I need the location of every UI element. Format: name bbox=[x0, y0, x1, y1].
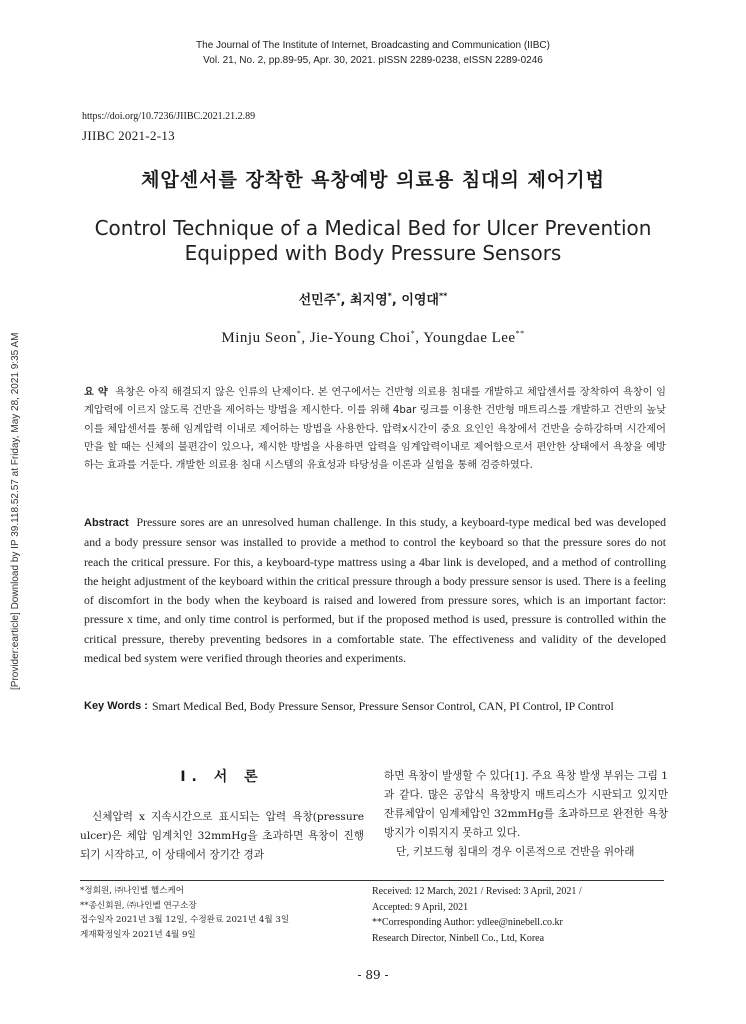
footnotes-right bbox=[372, 884, 672, 946]
author-mark: ** bbox=[515, 329, 525, 338]
author-mark: * bbox=[410, 329, 416, 338]
journal-header-line2: Vol. 21, No. 2, pp.89-95, Apr. 30, 2021. pISSN 2289-0238, eISSN 2289-0246 bbox=[203, 55, 543, 66]
footnotes-left bbox=[80, 884, 364, 942]
abstract-korean-label: 요 약 bbox=[84, 387, 108, 398]
title-english-line2: Equipped with Body Pressure Sensors bbox=[184, 241, 562, 265]
author-separator: , bbox=[301, 330, 310, 346]
footnote-line: *정회원, ㈜나인벨 헬스케어 bbox=[80, 886, 185, 896]
author-english-1: Minju Seon bbox=[221, 330, 297, 346]
title-english-line1: Control Technique of a Medical Bed for Ulcer Prevention bbox=[94, 216, 652, 240]
footnote-line: **종신회원, ㈜나인벨 연구소장 bbox=[80, 900, 197, 911]
body-column-left bbox=[80, 808, 364, 865]
footnote-line: 게재확정일자 2021년 4월 9일 bbox=[80, 929, 196, 940]
section-heading-introduction: Ⅰ. 서 론 bbox=[180, 769, 264, 785]
abstract-english-label: Abstract bbox=[84, 517, 129, 529]
page-number: - 89 - bbox=[357, 968, 389, 982]
authors-korean bbox=[0, 289, 746, 308]
author-korean-3: 이영대 bbox=[401, 293, 439, 308]
download-stamp: [Provider:earticle] Download by IP 39.118.52.57 at Friday, May 28, 2021 9:35 AM bbox=[10, 332, 21, 690]
footnote-line: Accepted: 9 April, 2021 bbox=[372, 901, 469, 913]
paper-code: JIIBC 2021-2-13 bbox=[82, 128, 175, 143]
title-korean: 체압센서를 장착한 욕창예방 의료용 침대의 제어기법 bbox=[141, 169, 605, 191]
keywords bbox=[84, 697, 666, 716]
author-mark: * bbox=[296, 329, 302, 338]
keywords-label: Key Words : bbox=[84, 700, 148, 712]
author-separator: , bbox=[340, 293, 350, 308]
title-english bbox=[60, 216, 686, 266]
doi-link[interactable]: https://doi.org/10.7236/JIIBC.2021.21.2.89 bbox=[82, 111, 256, 122]
footnote-line: **Corresponding Author: ydlee@ninebell.co.kr bbox=[372, 917, 563, 928]
footnote-line: 접수일자 2021년 3월 12일, 수정완료 2021년 4월 3일 bbox=[80, 915, 290, 925]
footnote-line: Research Director, Ninbell Co., Ltd, Korea bbox=[372, 932, 545, 944]
body-column-right bbox=[384, 767, 668, 862]
author-english-2: Jie-Young Choi bbox=[309, 330, 411, 346]
author-korean-2: 최지영 bbox=[349, 293, 388, 308]
body-paragraph: 신체압력 x 지속시간으로 표시되는 압력 욕창(pressure ulcer)은 체압 임계치인 32mmHg을 초과하면 욕창이 진행되기 시작하고, 이 상태에서 장기간 경과 bbox=[80, 811, 364, 861]
abstract-korean bbox=[84, 384, 666, 475]
abstract-korean-text: 욕창은 아직 해결되지 않은 인류의 난제이다. 본 연구에서는 건반형 의료용 침대를 개발하고 체압센서를 장착하여 욕창이 임계압력에 이르지 않도록 건반을 제어하는 방법을 제시한다. 이를 위해 4bar 링크를 이용한 건반형 매트리스를 개발하고 건반의 높낮이를 체압센서를 통해 임계압력 이내로 제어하는 방법을 사용한다. 압력x시간이 중요 요인인 욕창에서 건반을 승하강하며 시간제어만을 할 때는 신체의 불편감이 있으나, 제시한 방법을 사용하면 압력을 임계압력이내로 제어함으로서 편안한 상태에서 욕창을 예방하는 효과를 거둔다. 개발한 의료용 침대 시스템의 유효성과 타당성을 이론과 실험을 통해 검증하였다. bbox=[84, 387, 666, 472]
authors-english bbox=[0, 330, 746, 347]
author-mark: * bbox=[387, 291, 392, 301]
author-english-3: Youngdae Lee bbox=[423, 330, 516, 346]
body-paragraph: 단, 키보드형 침대의 경우 이론적으로 건반을 위아래 bbox=[396, 846, 635, 858]
keywords-text: Smart Medical Bed, Body Pressure Sensor, Pressure Sensor Control, CAN, PI Control, IP Control bbox=[151, 699, 614, 713]
author-separator: , bbox=[415, 330, 424, 346]
author-mark: ** bbox=[439, 291, 448, 301]
journal-header-line1: The Journal of The Institute of Internet, Broadcasting and Communication (IIBC) bbox=[196, 40, 550, 51]
author-korean-1: 선민주 bbox=[298, 293, 337, 308]
author-mark: * bbox=[336, 291, 341, 301]
abstract-english bbox=[84, 513, 666, 668]
body-paragraph: 하면 욕창이 발생할 수 있다[1]. 주요 욕창 발생 부위는 그림 1과 같다. 많은 공압식 욕창방지 매트리스가 시판되고 있지만 잔류체압이 임계체압인 32mmHg를 초과하므로 완전한 욕창방지가 이뤄지지 못하고 있다. bbox=[384, 770, 668, 839]
footnote-line: Received: 12 March, 2021 / Revised: 3 April, 2021 / bbox=[372, 886, 582, 897]
footnote-divider bbox=[80, 880, 664, 881]
author-separator: , bbox=[391, 293, 402, 308]
abstract-english-text: Pressure sores are an unresolved human challenge. In this study, a keyboard-type medical bed was developed and a body pressure sensor was installed to provide a method to control the keyboard so that the pressure sores do not reach the critical pressure. For this, a keyboard-type mattress using a 4bar link is developed, and a method of controlling the height adjustment of the keyboard within the critical pressure through a body pressure sensor is used. There is a feeling of discomfort in the body when the keyboard is raised and lowered from pressure sores, which is an important factor: pressure x time, and only time control is performed, but if the proposed method is used, pressure is controlled within the critical pressure, thereby preventing bedsores in a comfortable state. The effectiveness and validity of the developed medical bed system were verified through theories and experiments. bbox=[84, 515, 666, 666]
